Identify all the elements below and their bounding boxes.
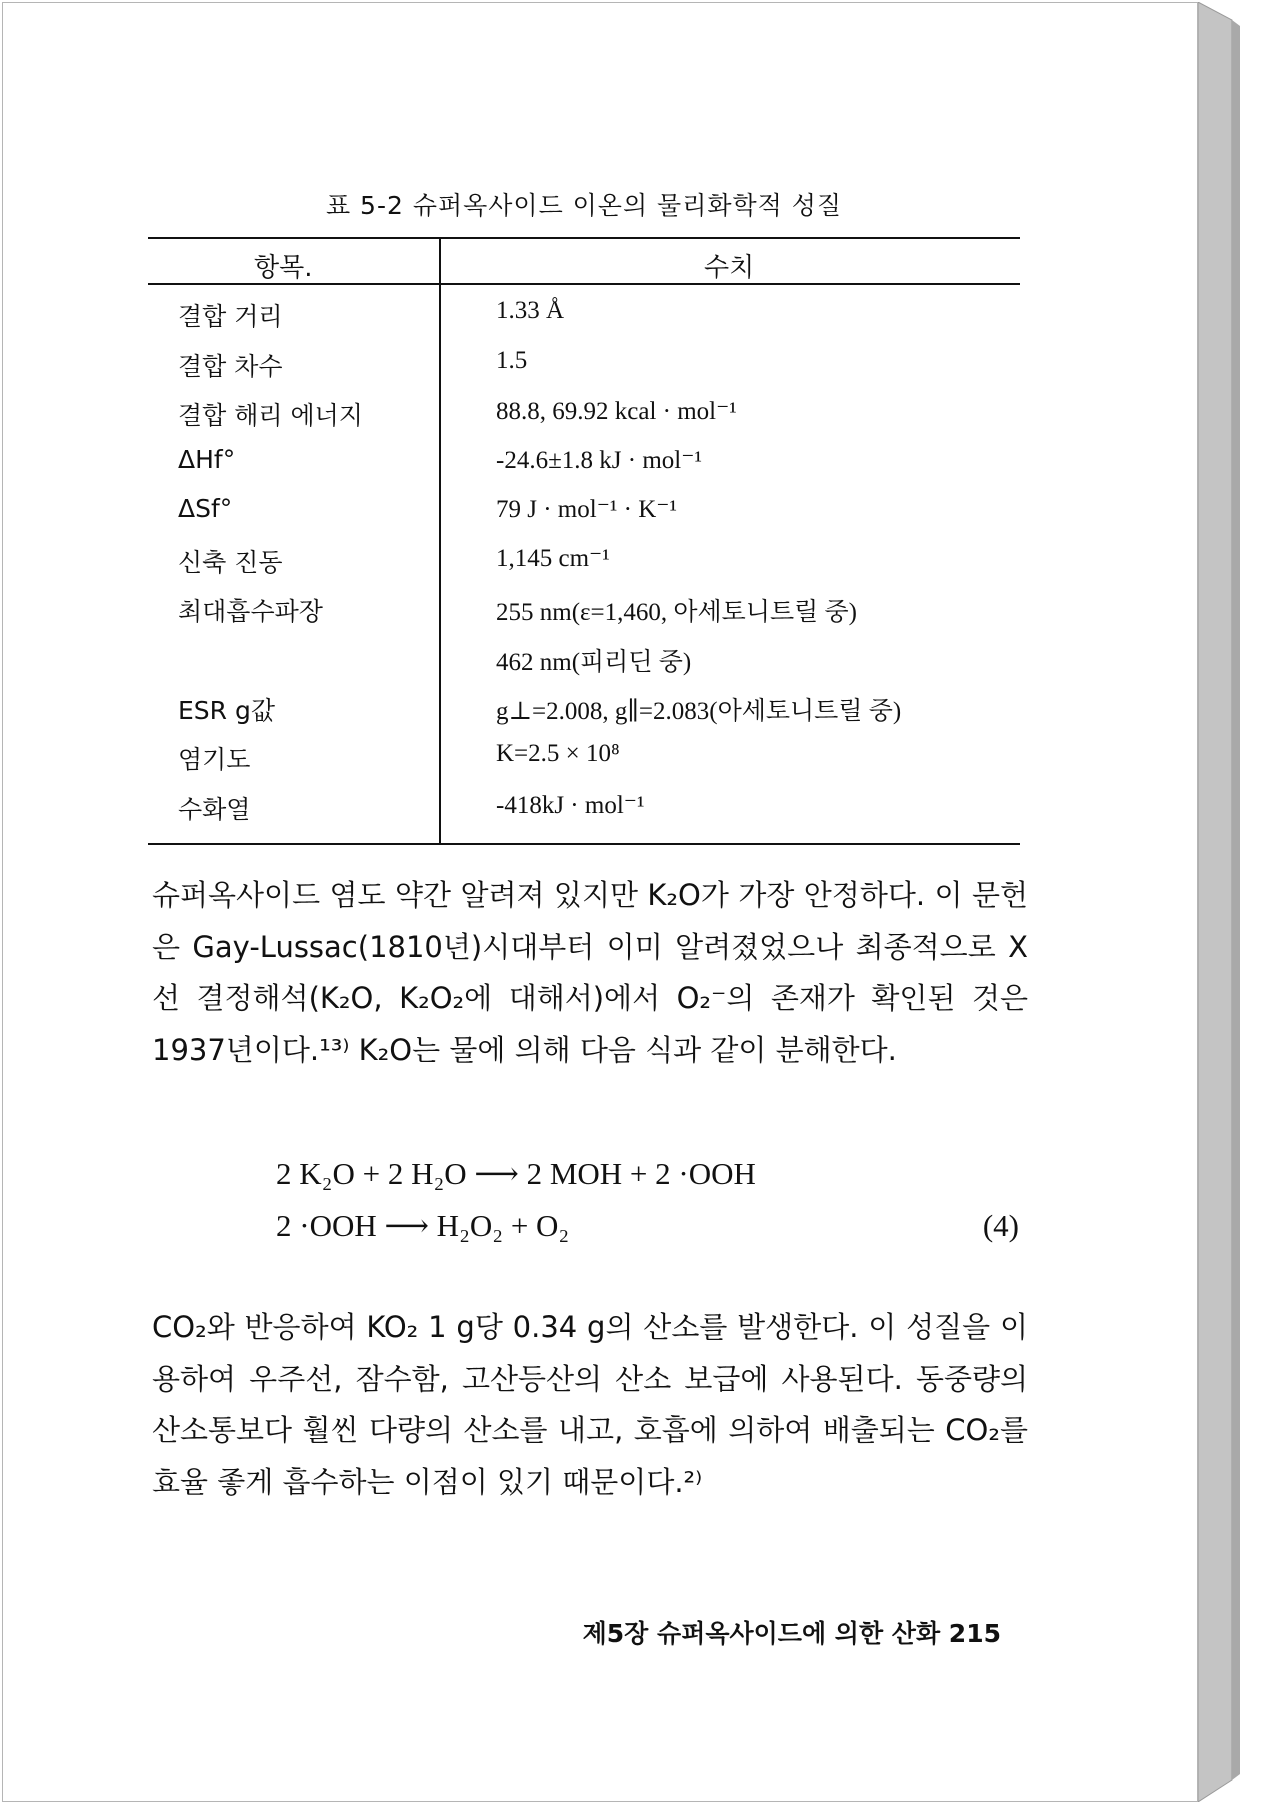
properties-table <box>148 237 1020 845</box>
row-item: 신축 진동 <box>178 548 283 577</box>
row-item: 결합 해리 에너지 <box>178 401 363 430</box>
row-item: ESR g값 <box>178 696 276 725</box>
table-row <box>148 494 1020 544</box>
table-row <box>148 592 1020 642</box>
table-row <box>148 642 1020 692</box>
table-row <box>148 740 1020 790</box>
table-caption: 표 5-2 슈퍼옥사이드 이온의 물리화학적 성질 <box>325 191 843 220</box>
row-value: 88.8, 69.92 kcal · mol⁻¹ <box>496 398 737 425</box>
table-bottom-rule <box>148 843 1020 845</box>
table-row <box>148 543 1020 593</box>
row-item: ΔSf° <box>178 494 233 523</box>
row-value: 462 nm(피리딘 중) <box>496 649 692 676</box>
body-paragraph-2: CO₂와 반응하여 KO₂ 1 g당 0.34 g의 산소를 발생한다. 이 성질을 이용하여 우주선, 잠수함, 고산등산의 산소 보급에 사용된다. 동중량의 산소통보다 훨씬 다량의 산소를 내고, 호흡에 의하여 배출되는 CO₂를 효율 좋게 흡수하는 이점이 있기 때문이다.²⁾ <box>152 1310 1028 1499</box>
row-item: 최대흡수파장 <box>178 597 323 626</box>
row-value: K=2.5 × 10⁸ <box>496 740 620 767</box>
row-value: -418kJ · mol⁻¹ <box>496 792 645 819</box>
equation-line-2: 2 ·OOH ⟶ H₂O₂ + O₂ <box>276 1208 570 1243</box>
table-row <box>148 445 1020 495</box>
row-item: 결합 거리 <box>178 302 283 331</box>
row-item: ΔHf° <box>178 445 236 474</box>
table-row <box>148 790 1020 840</box>
table-header-item: 항목. <box>254 253 313 283</box>
table-row <box>148 396 1020 446</box>
row-value: -24.6±1.8 kJ · mol⁻¹ <box>496 447 702 474</box>
equation-line-1: 2 K₂O + 2 H₂O ⟶ 2 MOH + 2 ·OOH <box>276 1156 756 1191</box>
row-value: g⊥=2.008, g∥=2.083(아세토니트릴 중) <box>496 698 902 725</box>
body-paragraph-1: 슈퍼옥사이드 염도 약간 알려져 있지만 K₂O가 가장 안정하다. 이 문헌은 Gay-Lussac(1810년)시대부터 이미 알려졌었으나 최종적으로 X선 결정해석(K₂O, K₂O₂에 대해서)에서 O₂⁻의 존재가 확인된 것은 1937년이다.¹³⁾ K₂O는 물에 의해 다음 식과 같이 분해한다. <box>152 878 1028 1067</box>
table-row <box>148 347 1020 397</box>
table-row <box>148 691 1020 741</box>
row-value: 1.5 <box>496 347 528 374</box>
row-item: 수화열 <box>178 795 251 824</box>
page-stack-edge <box>1198 2 1240 1802</box>
row-value: 1,145 cm⁻¹ <box>496 545 610 572</box>
row-value: 79 J · mol⁻¹ · K⁻¹ <box>496 496 677 523</box>
row-item: 결합 차수 <box>178 352 283 381</box>
table-row <box>148 297 1020 347</box>
table-header-value: 수치 <box>704 253 755 283</box>
table-top-rule <box>148 237 1020 239</box>
equation-number: (4) <box>982 1208 1019 1243</box>
row-value: 1.33 Å <box>496 297 565 324</box>
row-item: 염기도 <box>178 745 251 774</box>
running-footer: 제5장 슈퍼옥사이드에 의한 산화 215 <box>582 1619 1001 1648</box>
row-value: 255 nm(ε=1,460, 아세토니트릴 중) <box>496 599 857 626</box>
